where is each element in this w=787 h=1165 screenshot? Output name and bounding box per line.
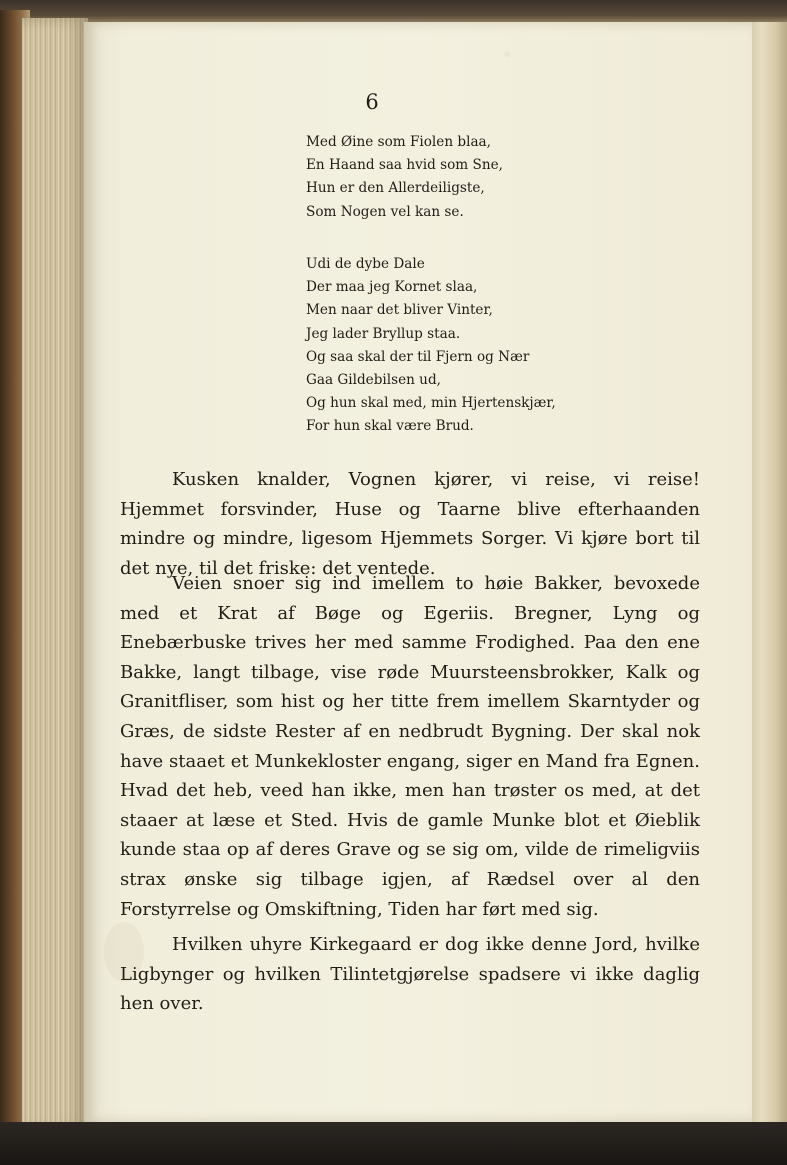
verse-line: Med Øine som Fiolen blaa, [306,134,491,150]
verse-stanza-1 [306,131,503,224]
paper-speck [504,52,510,57]
verse-line: Og hun skal med, min Hjertenskjær, [306,395,556,412]
verse-line: Som Nogen vel kan se. [306,203,464,220]
verse-line: Men naar det bliver Vinter, [306,302,493,319]
paragraph-text: Hvilken uhyre Kirkegaard er dog ikke denne Jord, hvilke Ligbynger og hvilken Tilintetgjørelse spadsere vi ikke daglig hen over. [120,934,700,1015]
book-bottom-edge [0,1122,787,1165]
verse-line: Hun er den Allerdeiligste, [306,180,485,197]
prose-paragraph-1 [120,465,700,583]
book-top-edge [0,0,787,22]
verse-line: For hun skal være Brud. [306,418,474,435]
verse-line: Der maa jeg Kornet slaa, [306,279,478,296]
paragraph-text: Veien snoer sig ind imellem to høie Bakker, bevoxede med et Krat af Bøge og Egeriis. Bregner, Lyng og Enebærbuske trives her med samme Frodighed. Paa den ene Bakke, langt tilbage, vise røde Muursteensbrokker, Kalk og Granitfliser, som hist og her titte frem imellem Skarntyder og Græs, de sidste Rester af en nedbrudt Bygning. Der skal nok have staaet et Munkekloster engang, siger en Mand fra Egnen. Hvad det heb, veed han ikke, men han trøster os med, at det staaer at læse et Sted. Hvis de gamle Munke blot et Øieblik kunde staa op af deres Grave og se sig om, vilde de rimeligviis strax ønske sig tilbage igjen, af Rædsel over al den Forstyrrelse og Omskiftning, Tiden har ført med sig. [120,573,700,920]
verse-line: Jeg lader Bryllup staa. [306,325,461,342]
page-gutter [22,18,88,1130]
next-page-edge [748,22,787,1137]
verse-stanza-2 [306,253,556,439]
verse-line: Udi de dybe Dale [306,256,425,272]
paragraph-text: Kusken knalder, Vognen kjører, vi reise, vi reise! Hjemmet forsvinder, Huse og Taarne blive efterhaanden mindre og mindre, ligesom Hjemmets Sorger. Vi kjøre bort til det nye, til det friske: det ventede. [120,469,700,579]
verse-line: En Haand saa hvid som Sne, [306,157,503,174]
prose-paragraph-3 [120,930,700,1019]
verse-line: Og saa skal der til Fjern og Nær [306,348,530,365]
page-number: 6 [365,90,379,114]
prose-paragraph-2 [120,569,700,924]
verse-line: Gaa Gildebilsen ud, [306,372,441,389]
